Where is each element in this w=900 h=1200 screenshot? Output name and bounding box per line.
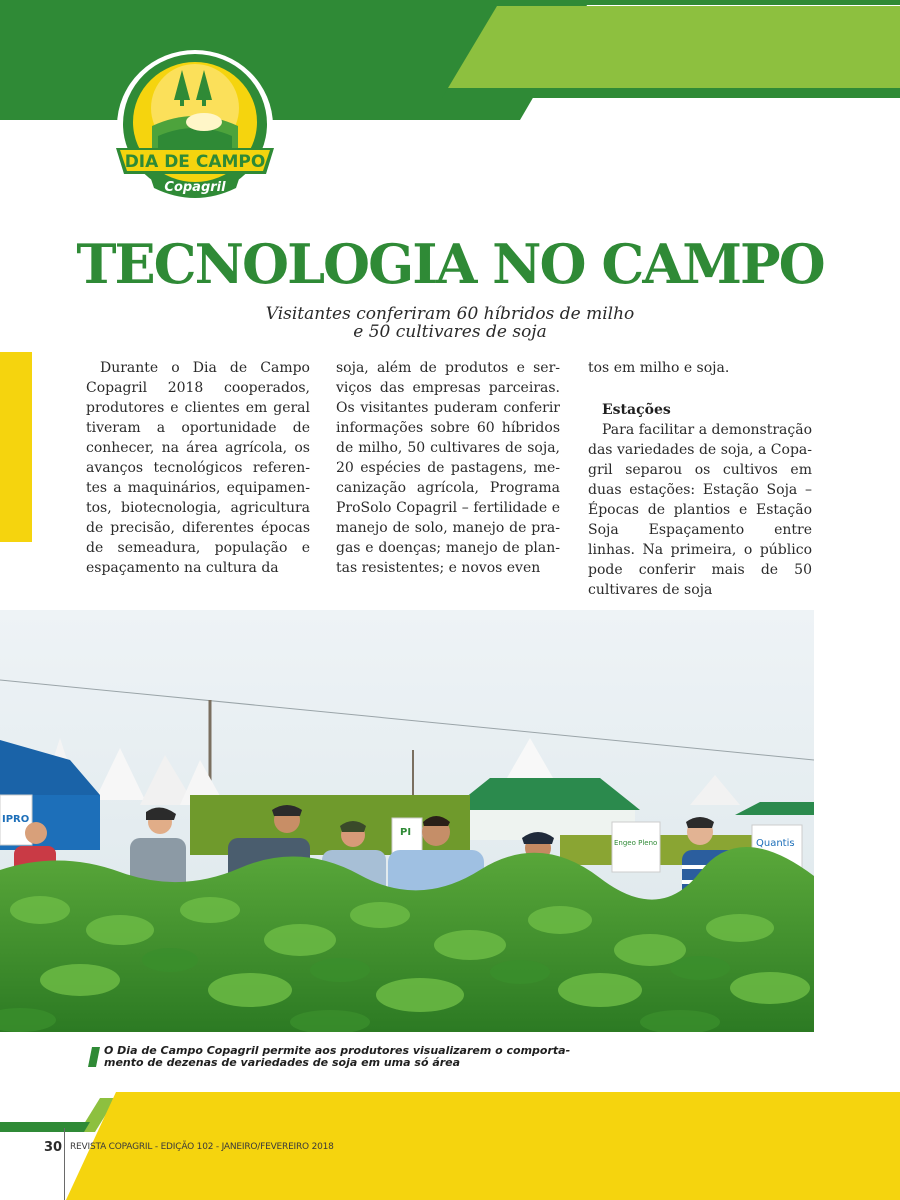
sign-quantis-label: Quantis xyxy=(756,838,795,849)
section-heading: Estações xyxy=(602,402,671,418)
header-top-strip xyxy=(490,0,900,5)
left-yellow-tab xyxy=(0,352,32,542)
sign-engeo-label: Engeo Pleno xyxy=(614,839,658,847)
caption-marker xyxy=(88,1047,100,1067)
col1-text: Durante o Dia de Campo Copagril 2018 cooperados, produtores e clientes em geral tiveram a oportunidade de conhecer, na área agrícola, os avanços tecnológicos referentes a maquinários, equipamentos, biotecnologia, agricultura de precisão, diferentes épocas de semeadura, população e espaçamento na cultura da xyxy=(86,360,310,576)
dia-de-campo-logo xyxy=(112,48,278,208)
logo-brand-text: Copagril xyxy=(164,180,226,195)
col2-text: soja, além de produtos e serviços das empresas parceiras. Os visitantes puderam conferir informações sobre 60 híbridos de milho, 50 cultivares de soja, 20 espécies de pastagens, mecanização agrícola, Programa ProSolo Copagril – fertilidade e manejo de solo, manejo de pragas e doenças; manejo de plantas resistentes; e novos even xyxy=(336,360,560,576)
photo-caption xyxy=(104,1045,584,1069)
logo-title-text: DIA DE CAMPO xyxy=(124,152,266,172)
col3-text-1: tos em milho e soja. xyxy=(588,360,730,376)
header-green-underline xyxy=(442,88,900,98)
subtitle xyxy=(200,305,700,341)
sign-ipro-label: IPRO xyxy=(2,814,30,825)
sign-pi-label: PI xyxy=(400,827,412,838)
caption-line-1: O Dia de Campo Copagril permite aos produtores visualizarem o comporta- xyxy=(104,1044,571,1057)
field-photo xyxy=(0,610,814,1032)
subtitle-line-1: Visitantes conferiram 60 híbridos de milho xyxy=(265,304,635,324)
footer-divider xyxy=(64,1128,65,1200)
footer-publication: REVISTA COPAGRIL - EDIÇÃO 102 - JANEIRO/FEVEREIRO 2018 xyxy=(70,1142,334,1152)
article-column-2 xyxy=(336,358,560,578)
header-light-green-band xyxy=(448,6,900,88)
col3-text-2: Para facilitar a demonstração das variedades de soja, a Copagril separou os cultivos em duas estações: Estação Soja – Épocas de plantios e Estação Soja Espaçamento entre linhas. Na primeira, o público pode conferir mais de 50 cultivares de soja xyxy=(588,422,812,598)
article-column-1 xyxy=(86,358,310,578)
page-number: 30 xyxy=(44,1140,63,1155)
article-column-3 xyxy=(588,358,812,600)
subtitle-line-2: e 50 cultivares de soja xyxy=(353,322,547,342)
page-title: TECNOLOGIA NO CAMPO xyxy=(76,232,824,296)
caption-line-2: mento de dezenas de variedades de soja em uma só área xyxy=(104,1056,461,1069)
logo-badge-graphic xyxy=(112,48,278,208)
